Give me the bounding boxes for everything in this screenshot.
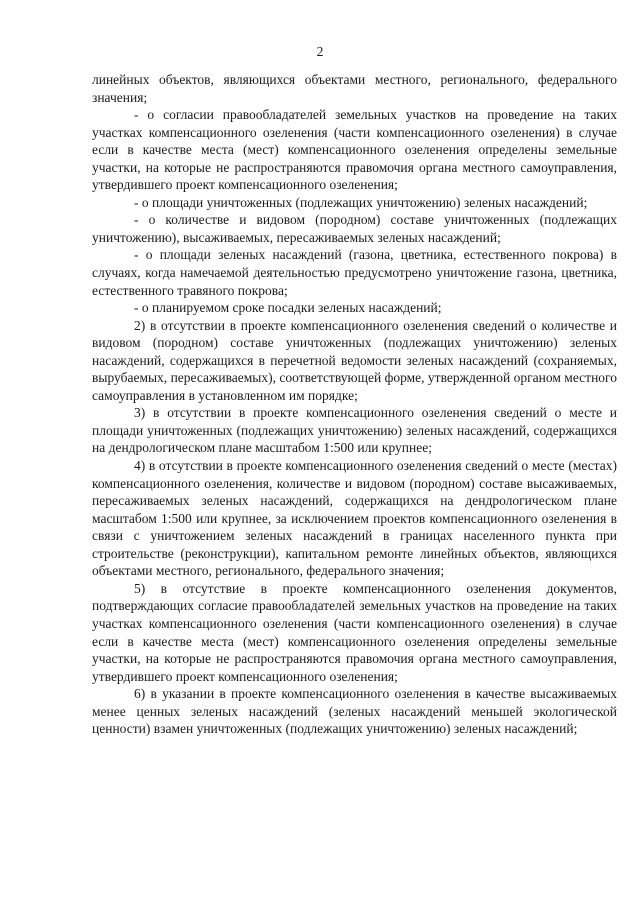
paragraph: - о планируемом сроке посадки зеленых насаждений;: [134, 300, 442, 316]
document-body: [92, 71, 617, 738]
paragraph: линейных объектов, являющихся объектами местного, регионального, федерального значения;: [92, 72, 617, 105]
paragraph: 5) в отсутствие в проекте компенсационного озеленения документов, подтверждающих согласие правообладателей земельных участков на проведение на таких участках компенсационного озеленения (части компенсационного озеленения) в случае если в качестве места (мест) компенсационного озеленения определены земельные участки, на которые не распространяются правомочия органа местного самоуправления, утвердившего проект компенсационного озеленения;: [92, 580, 617, 684]
paragraph: - о количестве и видовом (породном) составе уничтоженных (подлежащих уничтожению), высаживаемых, пересаживаемых зеленых насаждений;: [92, 212, 617, 245]
paragraph: 4) в отсутствии в проекте компенсационного озеленения сведений о месте (местах) компенсационного озеленения, количестве и видовом (породном) составе высаживаемых, пересаживаемых зеленых насаждений, содержащихся на дендрологическом плане масштабом 1:500 или крупнее, за исключением проектов компенсационного озеленения в связи с уничтожением зеленых насаждений в границах населенного пункта при строительстве (реконструкции), капитальном ремонте линейных объектов, являющихся объектами местного, регионального, федерального значения;: [92, 458, 617, 579]
paragraph: 6) в указании в проекте компенсационного озеленения в качестве высаживаемых менее ценных зеленых насаждений (зеленых насаждений меньшей экологической ценности) взамен уничтоженных (подлежащих уничтожению) зеленых насаждений;: [92, 686, 617, 737]
page-number: 2: [316, 44, 324, 59]
paragraph: 3) в отсутствии в проекте компенсационного озеленения сведений о месте и площади уничтоженных (подлежащих уничтожению) зеленых насаждений, содержащихся на дендрологическом плане масштабом 1:500 или крупнее;: [92, 405, 617, 456]
paragraph: - о согласии правообладателей земельных участков на проведение на таких участках компенсационного озеленения (части компенсационного озеленения) в случае если в качестве места (мест) компенсационного озеленения определены земельные участки, на которые не распространяются правомочия органа местного самоуправления, утвердившего проект компенсационного озеленения;: [92, 107, 617, 193]
paragraph: 2) в отсутствии в проекте компенсационного озеленения сведений о количестве и видовом (породном) составе уничтоженных (подлежащих уничтожению) зеленых насаждений, содержащихся в перечетной ведомости зеленых насаждений (сохраняемых, вырубаемых, пересаживаемых), соответствующей форме, утвержденной органом местного самоуправления в установленном им порядке;: [92, 317, 617, 403]
paragraph: - о площади уничтоженных (подлежащих уничтожению) зеленых насаждений;: [134, 194, 588, 210]
paragraph: - о площади зеленых насаждений (газона, цветника, естественного покрова) в случаях, когда намечаемой деятельностью предусмотрено уничтожение газона, цветника, естественного травяного покрова;: [92, 247, 617, 298]
